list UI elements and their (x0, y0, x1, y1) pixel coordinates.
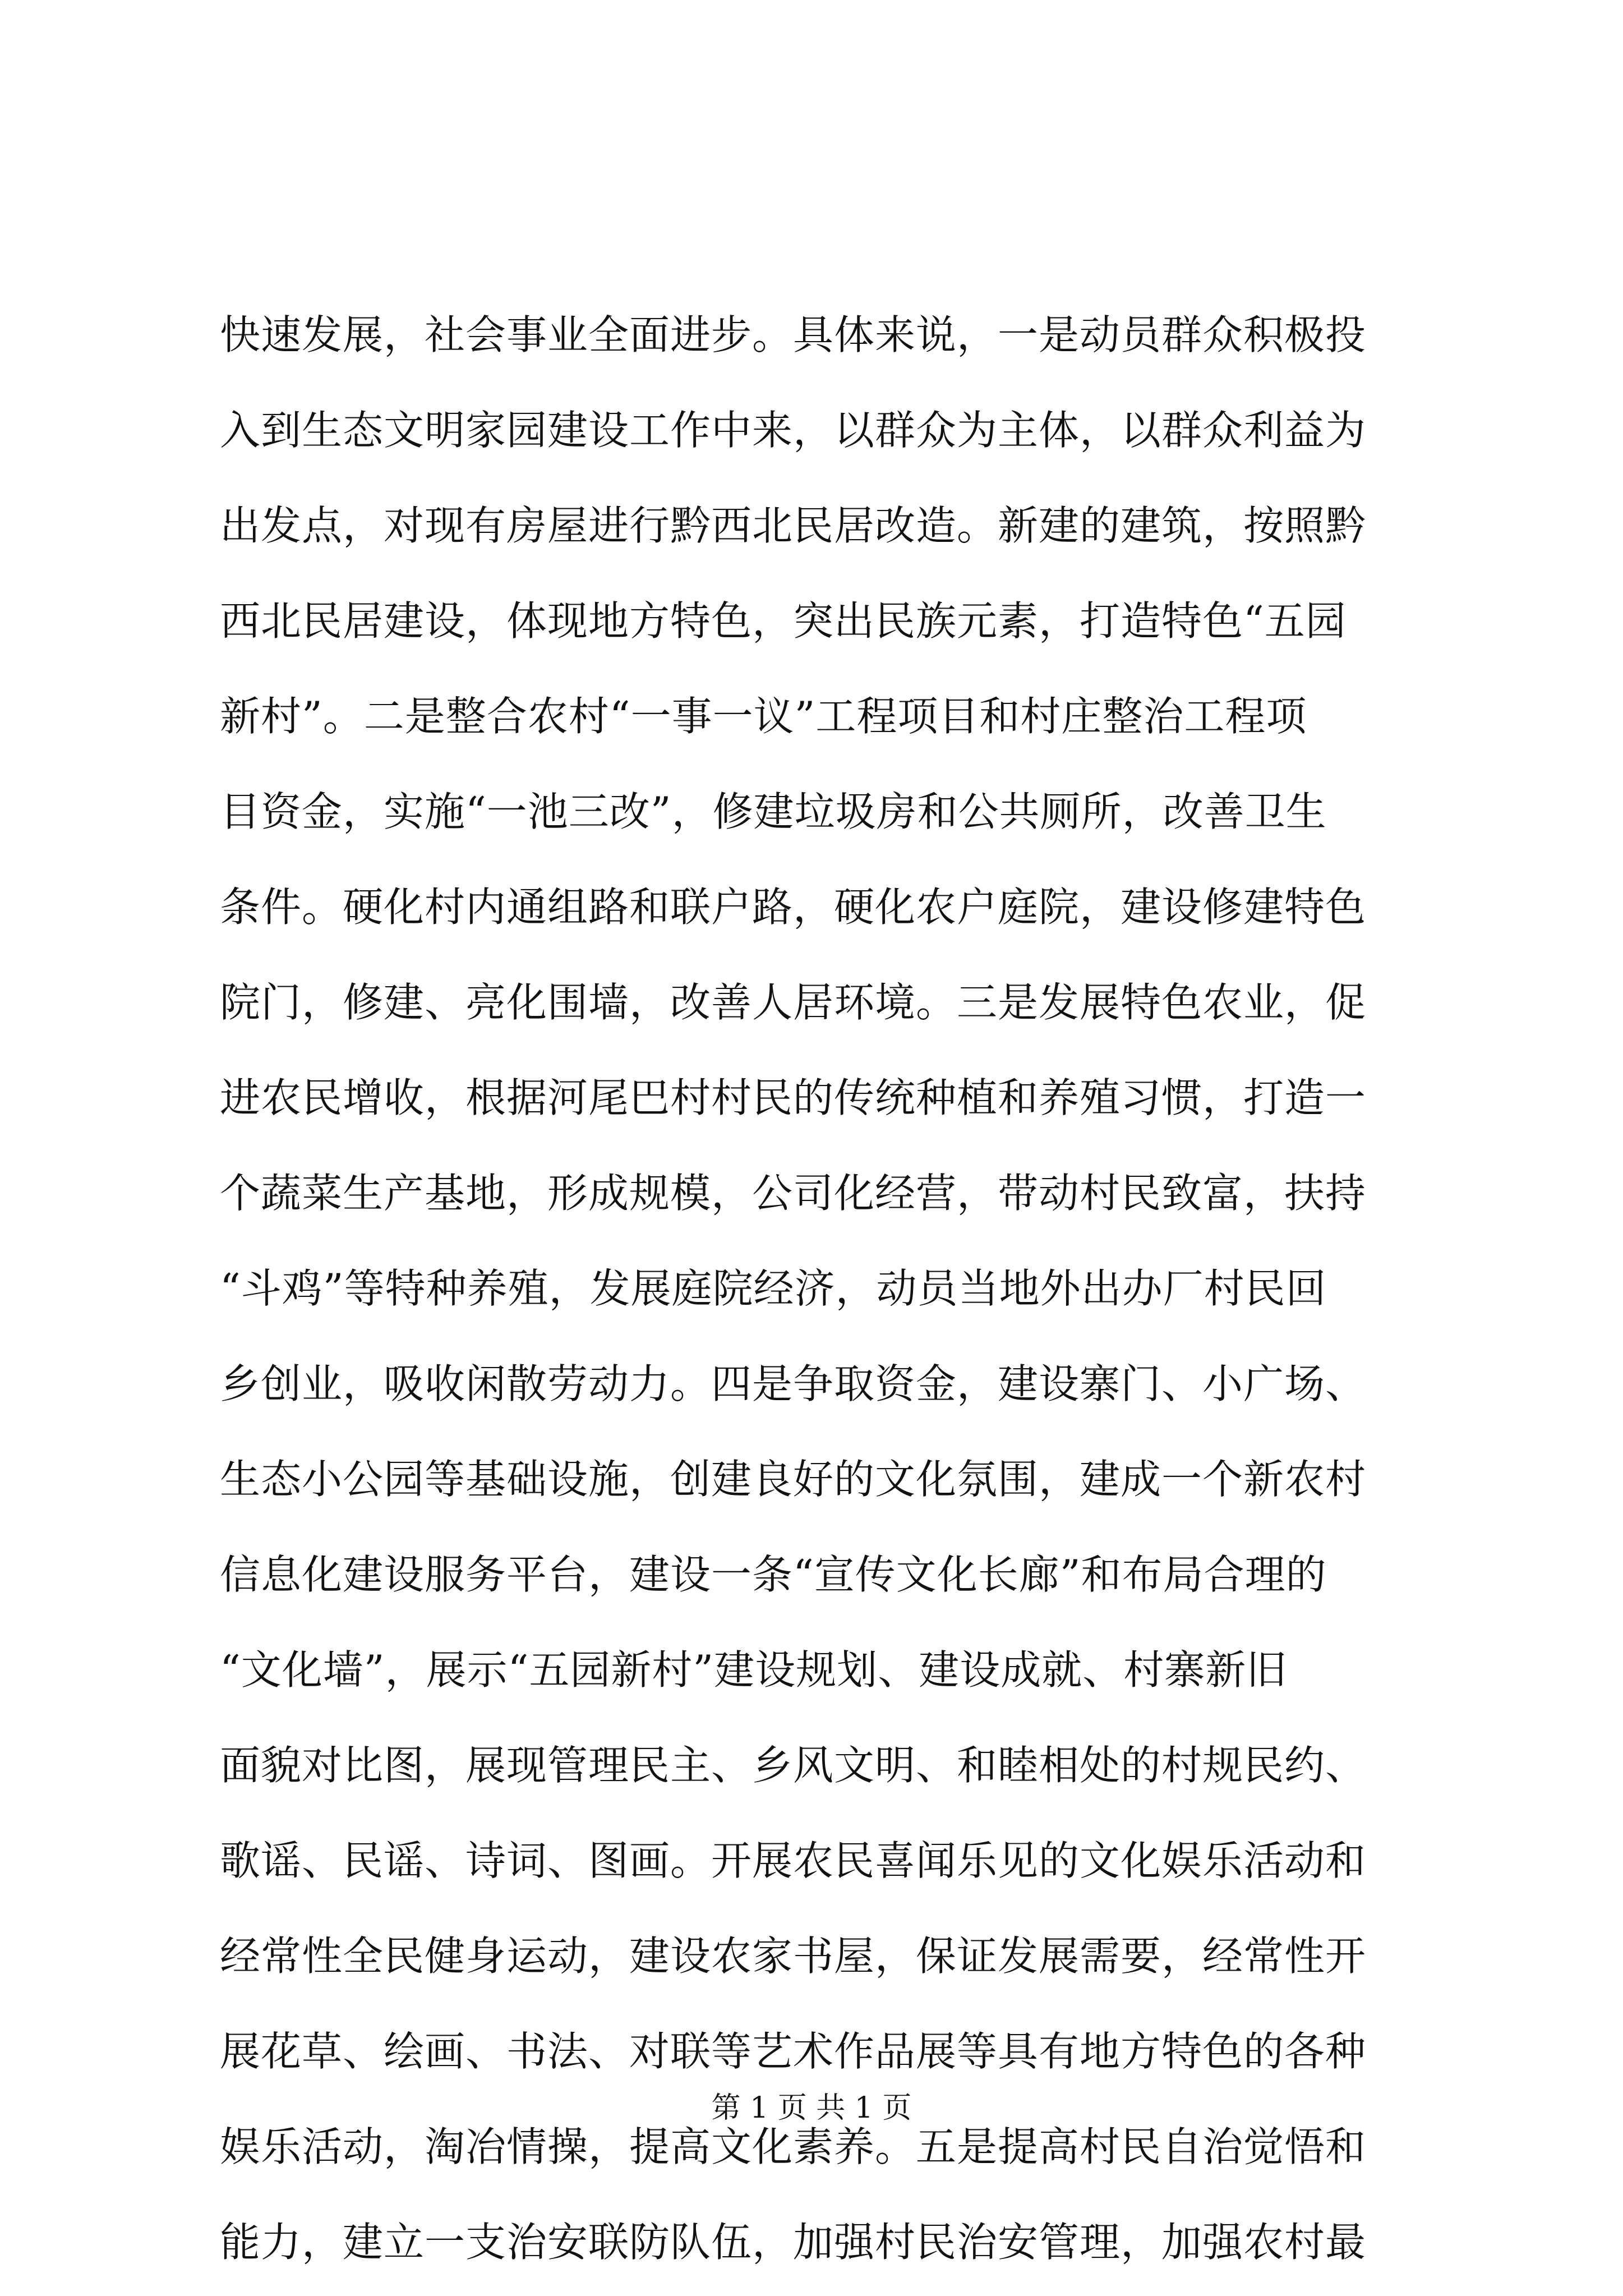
body-line: 目资金，实施“一池三改”，修建垃圾房和公共厕所，改善卫生 (220, 788, 1327, 835)
body-line: “文化墙”，展示“五园新村”建设规划、建设成就、村寨新旧 (220, 1646, 1288, 1694)
body-line: 快速发展，社会事业全面进步。具体来说，一是动员群众积极投 (220, 311, 1367, 358)
body-line: 经常性全民健身运动，建设农家书屋，保证发展需要，经常性开 (220, 1932, 1367, 1980)
body-line: 娱乐活动，淘冶情操，提高文化素养。五是提高村民自治觉悟和 (220, 2123, 1367, 2170)
body-line: “斗鸡”等特种养殖，发展庭院经济，动员当地外出办厂村民回 (220, 1265, 1327, 1312)
body-line: 生态小公园等基础设施，创建良好的文化氛围，建成一个新农村 (220, 1456, 1367, 1503)
body-line: 条件。硬化村内通组路和联户路，硬化农户庭院，建设修建特色 (220, 884, 1367, 931)
body-line: 信息化建设服务平台，建设一条“宣传文化长廊”和布局合理的 (220, 1551, 1327, 1598)
body-line: 院门，修建、亮化围墙，改善人居环境。三是发展特色农业，促 (220, 979, 1367, 1026)
document-body (220, 287, 1409, 2290)
body-line: 乡创业，吸收闲散劳动力。四是争取资金，建设寨门、小广场、 (220, 1360, 1367, 1407)
body-line: 西北民居建设，体现地方特色，突出民族元素，打造特色“五园 (220, 597, 1347, 645)
body-line: 进农民增收，根据河尾巴村村民的传统种植和养殖习惯，打造一 (220, 1074, 1367, 1121)
body-line: 展花草、绘画、书法、对联等艺术作品展等具有地方特色的各种 (220, 2028, 1367, 2075)
body-line: 面貌对比图，展现管理民主、乡风文明、和睦相处的村规民约、 (220, 1742, 1367, 1789)
page-footer: 第 1 页 共 1 页 (711, 2091, 912, 2125)
body-line: 出发点，对现有房屋进行黔西北民居改造。新建的建筑，按照黔 (220, 502, 1367, 549)
body-line: 新村”。二是整合农村“一事一议”工程项目和村庄整治工程项 (220, 693, 1307, 740)
body-line: 歌谣、民谣、诗词、图画。开展农民喜闻乐见的文化娱乐活动和 (220, 1837, 1367, 1884)
body-line: 入到生态文明家园建设工作中来，以群众为主体，以群众利益为 (220, 407, 1367, 454)
body-line: 个蔬菜生产基地，形成规模，公司化经营，带动村民致富，扶持 (220, 1170, 1367, 1217)
body-line: 能力，建立一支治安联防队伍，加强村民治安管理，加强农村最 (220, 2219, 1367, 2266)
